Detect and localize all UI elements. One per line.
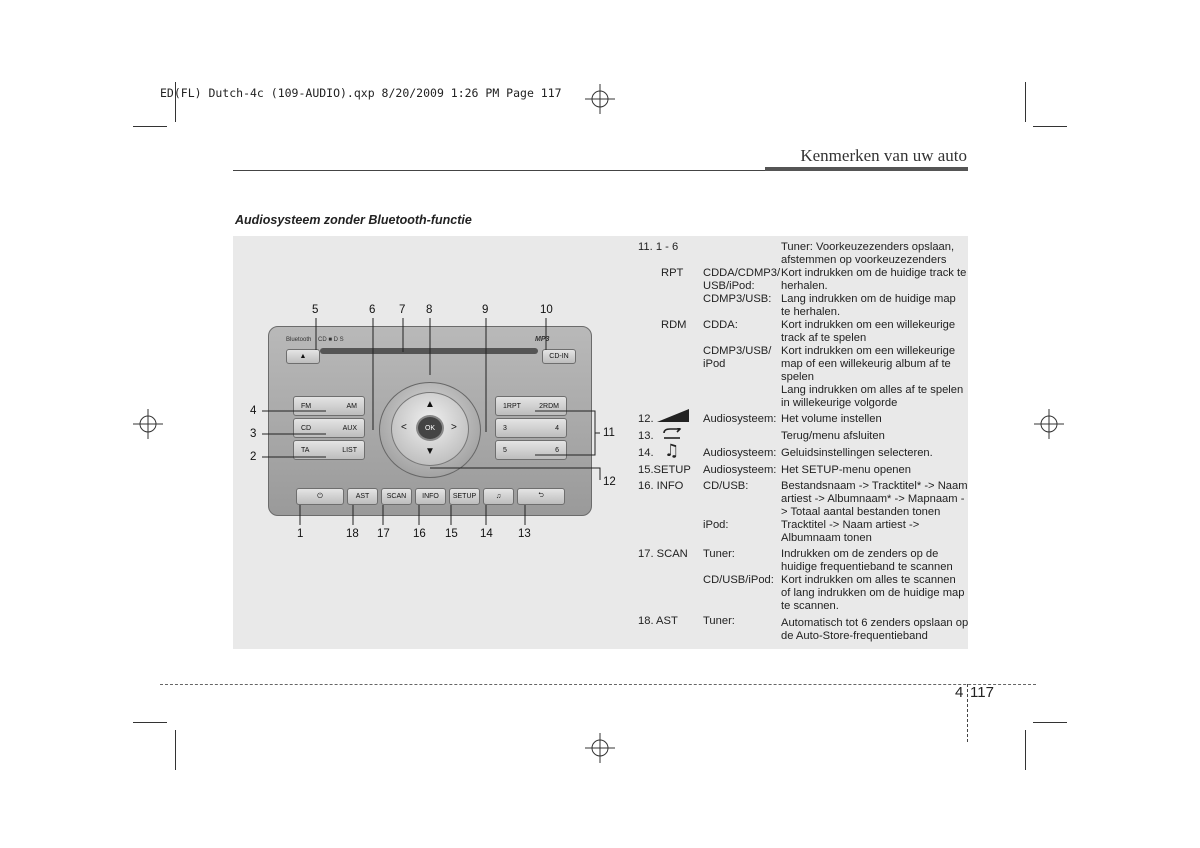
item-mode: CDMP3/USB/ — [703, 345, 772, 357]
item-description: Indrukken om de zenders op de — [781, 548, 939, 560]
item-description: Tuner: Voorkeuzezenders opslaan, — [781, 241, 955, 253]
callout-8: 8 — [426, 304, 433, 316]
footer-rule — [160, 684, 1036, 685]
item-description: > Totaal aantal bestanden tonen — [781, 506, 941, 518]
bluetooth-logo: Bluetooth — [286, 337, 312, 343]
callout-7: 7 — [399, 304, 406, 316]
item-description: Lang indrukken om de huidige map — [781, 293, 956, 305]
running-head: Kenmerken van uw auto — [800, 146, 967, 165]
item-description: Tracktitel -> Naam artiest -> — [781, 519, 920, 531]
sound-button[interactable]: ♫ — [483, 488, 514, 505]
item-description: Kort indrukken om een willekeurige — [781, 319, 956, 331]
mp3-logo: MP3 — [535, 336, 550, 343]
item-mode: iPod: — [703, 519, 729, 531]
item-key: RDM — [661, 319, 687, 331]
item-mode: Tuner: — [703, 548, 735, 560]
item-description: huidige frequentieband te scannen — [781, 561, 953, 573]
item-mode: CDDA: — [703, 319, 738, 331]
back-return-icon — [662, 428, 682, 442]
item-description: in willekeurige volgorde — [781, 397, 898, 409]
eject-button[interactable]: ▲ — [286, 349, 320, 364]
item-description: Bestandsnaam -> Tracktitel* -> Naam — [781, 480, 968, 492]
callout-18: 18 — [346, 528, 359, 540]
print-slug: ED(FL) Dutch-4c (109-AUDIO).qxp 8/20/2009 1:26 PM Page 117 — [160, 86, 562, 100]
item-description: de Auto-Store-frequentieband — [781, 630, 928, 642]
down-arrow-icon[interactable]: ▼ — [425, 446, 435, 457]
left-arrow-icon[interactable]: < — [401, 422, 407, 433]
callout-13: 13 — [518, 528, 531, 540]
setup-button[interactable]: SETUP — [449, 488, 480, 505]
item-number: 17. SCAN — [638, 548, 688, 560]
item-description: afstemmen op voorkeuzezenders — [781, 254, 947, 266]
item-description: Terug/menu afsluiten — [781, 430, 885, 442]
page-divider — [967, 684, 968, 742]
callout-4: 4 — [250, 405, 257, 417]
item-number: 15.SETUP — [638, 464, 691, 476]
callout-6: 6 — [369, 304, 376, 316]
up-arrow-icon[interactable]: ▲ — [425, 399, 435, 410]
cd-in-button[interactable]: CD-IN — [542, 349, 576, 364]
fm-am-button[interactable]: FM AM — [293, 396, 365, 416]
item-description: te herhalen. — [781, 306, 841, 318]
scan-button[interactable]: SCAN — [381, 488, 412, 505]
item-description: spelen — [781, 371, 814, 383]
section-title: Audiosysteem zonder Bluetooth-functie — [235, 213, 472, 227]
item-description: track af te spelen — [781, 332, 867, 344]
callout-14: 14 — [480, 528, 493, 540]
callout-10: 10 — [540, 304, 553, 316]
item-mode: CD/USB/iPod: — [703, 574, 774, 586]
item-number: 12. — [638, 413, 654, 425]
item-number: 11. 1 - 6 — [638, 241, 679, 253]
cd-logo: CD ■ D S — [318, 337, 344, 343]
item-description: Het volume instellen — [781, 413, 882, 425]
page-number: 117 — [970, 684, 994, 701]
item-mode: Audiosysteem: — [703, 413, 777, 425]
callout-1: 1 — [297, 528, 304, 540]
item-mode: Audiosysteem: — [703, 464, 777, 476]
item-mode: iPod — [703, 358, 726, 370]
item-mode: CDDA/CDMP3/ — [703, 267, 781, 279]
item-description: Kort indrukken om de huidige track te — [781, 267, 967, 279]
item-mode: Tuner: — [703, 615, 735, 627]
callout-17: 17 — [377, 528, 390, 540]
item-mode: CDMP3/USB: — [703, 293, 772, 305]
callout-16: 16 — [413, 528, 426, 540]
item-description: artiest -> Albumnaam* -> Mapnaam - — [781, 493, 965, 505]
item-number: 18. AST — [638, 615, 678, 627]
item-description: te scannen. — [781, 600, 839, 612]
item-description: Geluidsinstellingen selecteren. — [781, 447, 933, 459]
item-description: Kort indrukken om een willekeurige — [781, 345, 956, 357]
ok-button[interactable]: OK — [416, 415, 444, 441]
callout-12: 12 — [603, 476, 616, 488]
item-mode: USB/iPod: — [703, 280, 755, 292]
item-number: 13. — [638, 430, 654, 442]
item-key: RPT — [661, 267, 684, 279]
item-description: Albumnaam tonen — [781, 532, 872, 544]
callout-9: 9 — [482, 304, 489, 316]
info-button[interactable]: INFO — [415, 488, 446, 505]
music-note-icon: ♫ — [664, 441, 680, 461]
cd-aux-button[interactable]: CD AUX — [293, 418, 365, 438]
item-mode: CD/USB: — [703, 480, 749, 492]
ast-button[interactable]: AST — [347, 488, 378, 505]
callout-2: 2 — [250, 451, 257, 463]
callout-11: 11 — [603, 427, 615, 439]
preset-1-2-button[interactable]: 1RPT 2RDM — [495, 396, 567, 416]
ta-list-button[interactable]: TA LIST — [293, 440, 365, 460]
item-description: of lang indrukken om de huidige map — [781, 587, 965, 599]
chapter-number: 4 — [955, 684, 964, 701]
right-arrow-icon[interactable]: > — [451, 422, 457, 433]
item-description: Het SETUP-menu openen — [781, 464, 911, 476]
item-description: Lang indrukken om alles af te spelen — [781, 384, 964, 396]
item-description: map of een willekeurig album af te — [781, 358, 951, 370]
preset-5-6-button[interactable]: 5 6 — [495, 440, 567, 460]
back-button[interactable]: ⮌ — [517, 488, 565, 505]
power-button[interactable]: ⏻ — [296, 488, 344, 505]
callout-3: 3 — [250, 428, 257, 440]
volume-wedge-icon — [657, 409, 689, 422]
item-number: 16. INFO — [638, 480, 684, 492]
callout-5: 5 — [312, 304, 319, 316]
item-description: Kort indrukken om alles te scannen — [781, 574, 956, 586]
item-mode: Audiosysteem: — [703, 447, 777, 459]
item-description: Automatisch tot 6 zenders opslaan op — [781, 617, 969, 629]
callout-15: 15 — [445, 528, 458, 540]
item-description: herhalen. — [781, 280, 828, 292]
preset-3-4-button[interactable]: 3 4 — [495, 418, 567, 438]
item-number: 14. — [638, 447, 654, 459]
